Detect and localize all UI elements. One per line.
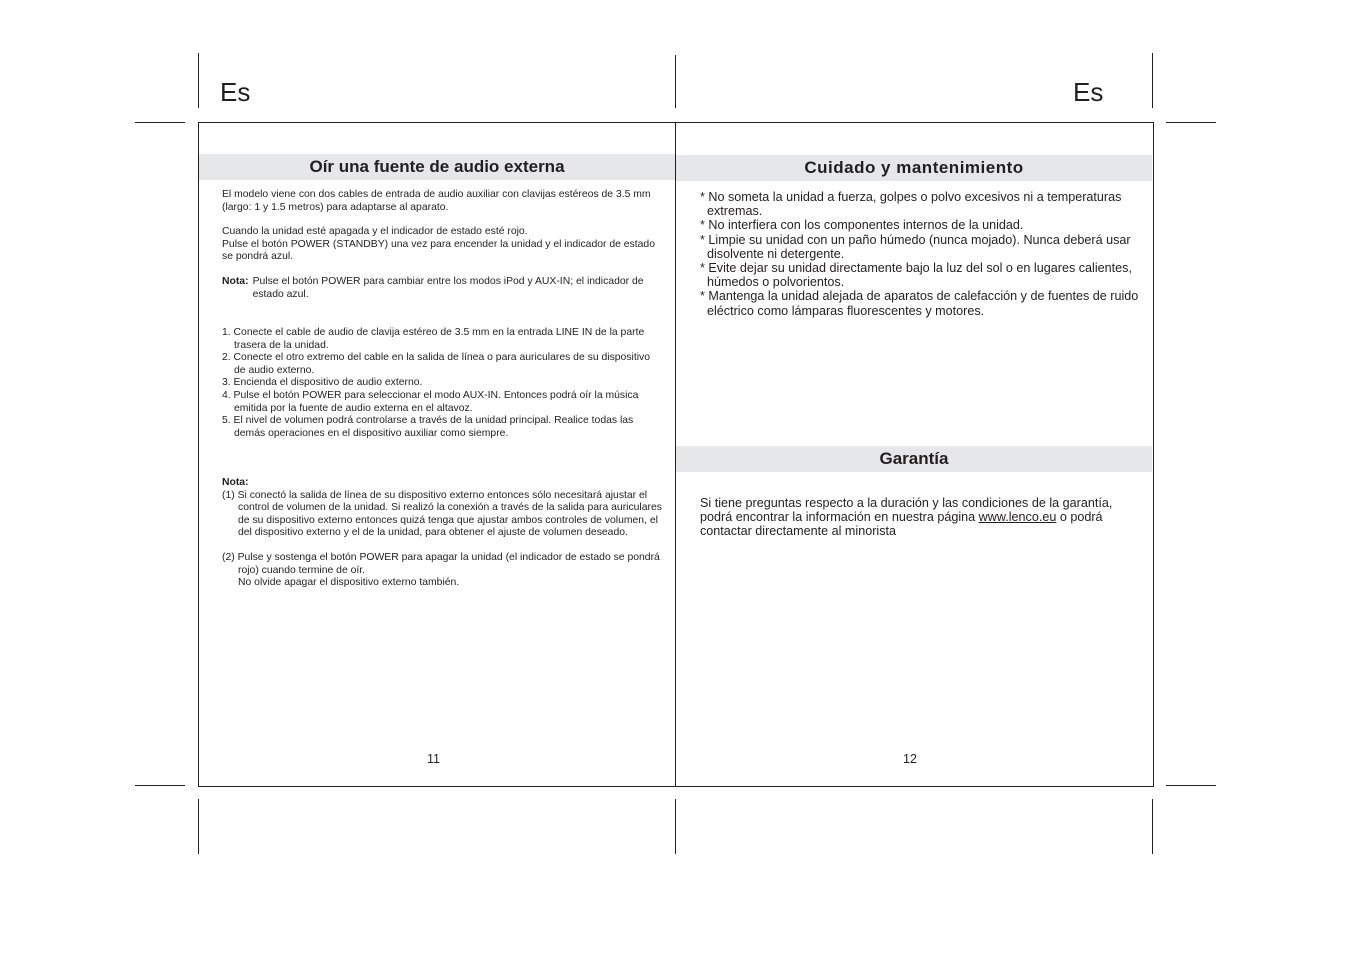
- note-item: (1) Si conectó la salida de línea de su dispositivo externo entonces sólo necesitará ajustar el control de volumen de la unidad. Si realizó la conexión a través de la salida para auriculares de su dispositivo externo entonces quizá tenga que ajustar ambos controles de volumen, el del dispositivo externo y el de la unidad, para obtener el ajuste de volumen deseado.: [222, 489, 662, 539]
- note-text: Pulse el botón POWER para cambiar entre los modos iPod y AUX-IN; el indicador de estado azul.: [252, 275, 644, 300]
- crop-mark: [135, 785, 185, 786]
- note-heading: Nota:: [222, 477, 249, 488]
- crop-mark: [198, 53, 199, 108]
- power-note: [222, 276, 664, 301]
- warranty-text: Si tiene preguntas respecto a la duración y las condiciones de la garantía, podrá encontrar la información en nuestra página: [700, 496, 1113, 525]
- language-label-left: Es: [220, 77, 251, 107]
- intro-paragraph: El modelo viene con dos cables de entrada de audio auxiliar con clavijas estéreos de 3.5 mm (largo: 1 y 1.5 metros) para adaptarse al aparato.: [222, 189, 651, 213]
- step-item: 5. El nivel de volumen podrá controlarse a través de la unidad principal. Realice todas las demás operaciones en el dispositivo auxiliar como siempre.: [222, 415, 634, 439]
- warranty-paragraph: [700, 496, 1130, 539]
- care-item: * Evite dejar su unidad directamente bajo la luz del sol o en lugares calientes, húmedos o polvorientos.: [700, 261, 1132, 290]
- page-number-right: 12: [903, 752, 917, 766]
- lenco-website-link[interactable]: www.lenco.eu: [978, 510, 1057, 525]
- note-label: Nota:: [222, 275, 249, 287]
- care-item: * Mantenga la unidad alejada de aparatos de calefacción y de fuentes de ruido eléctrico como lámparas fluorescentes y motores.: [700, 289, 1139, 318]
- standby-line-1: Cuando la unidad esté apagada y el indicador de estado esté rojo.: [222, 226, 528, 238]
- crop-mark: [135, 122, 185, 123]
- care-item: * No interfiera con los componentes internos de la unidad.: [700, 218, 1024, 233]
- care-item: * No someta la unidad a fuerza, golpes o polvo excesivos ni a temperaturas extremas.: [700, 190, 1122, 219]
- warranty-text-end: o podrá contactar directamente al minorista: [700, 510, 1103, 539]
- crop-mark: [1152, 799, 1153, 854]
- crop-mark: [675, 799, 676, 854]
- step-item: 3. Encienda el dispositivo de audio externo.: [222, 377, 423, 389]
- care-item: * Limpie su unidad con un paño húmedo (nunca mojado). Nunca deberá usar disolvente ni detergente.: [700, 232, 1131, 261]
- step-item: 1. Conecte el cable de audio de clavija estéreo de 3.5 mm en la entrada LINE IN de la parte trasera de la unidad.: [222, 327, 645, 351]
- crop-mark: [675, 55, 676, 108]
- connection-steps: [222, 327, 664, 440]
- care-list: [700, 190, 1145, 318]
- standby-line-2: Pulse el botón POWER (STANDBY) una vez para encender la unidad y el indicador de estado se pondrá azul.: [222, 238, 655, 263]
- section-title-care: Cuidado y mantenimiento: [676, 155, 1152, 181]
- crop-mark: [1166, 122, 1216, 123]
- step-item: 2. Conecte el otro extremo del cable en la salida de línea o para auriculares de su dispositivo de audio externo.: [222, 352, 650, 376]
- crop-mark: [198, 799, 199, 854]
- step-item: 4. Pulse el botón POWER para seleccionar el modo AUX-IN. Entonces podrá oír la música emitida por la fuente de audio externa en el altavoz.: [222, 389, 639, 414]
- section-title-external-audio: Oír una fuente de audio externa: [199, 154, 675, 180]
- crop-mark: [1152, 53, 1153, 108]
- language-label-right: Es: [1073, 77, 1104, 107]
- section-title-warranty: Garantía: [676, 446, 1152, 472]
- volume-notes: [222, 477, 664, 590]
- page-number-left: 11: [427, 752, 440, 766]
- note-item: (2) Pulse y sostenga el botón POWER para apagar la unidad (el indicador de estado se pondrá rojo) cuando termine de oír.: [222, 551, 660, 576]
- left-page-body: [222, 189, 664, 301]
- crop-mark: [1166, 785, 1216, 786]
- note-extra: No olvide apagar el dispositivo externo también.: [238, 577, 460, 589]
